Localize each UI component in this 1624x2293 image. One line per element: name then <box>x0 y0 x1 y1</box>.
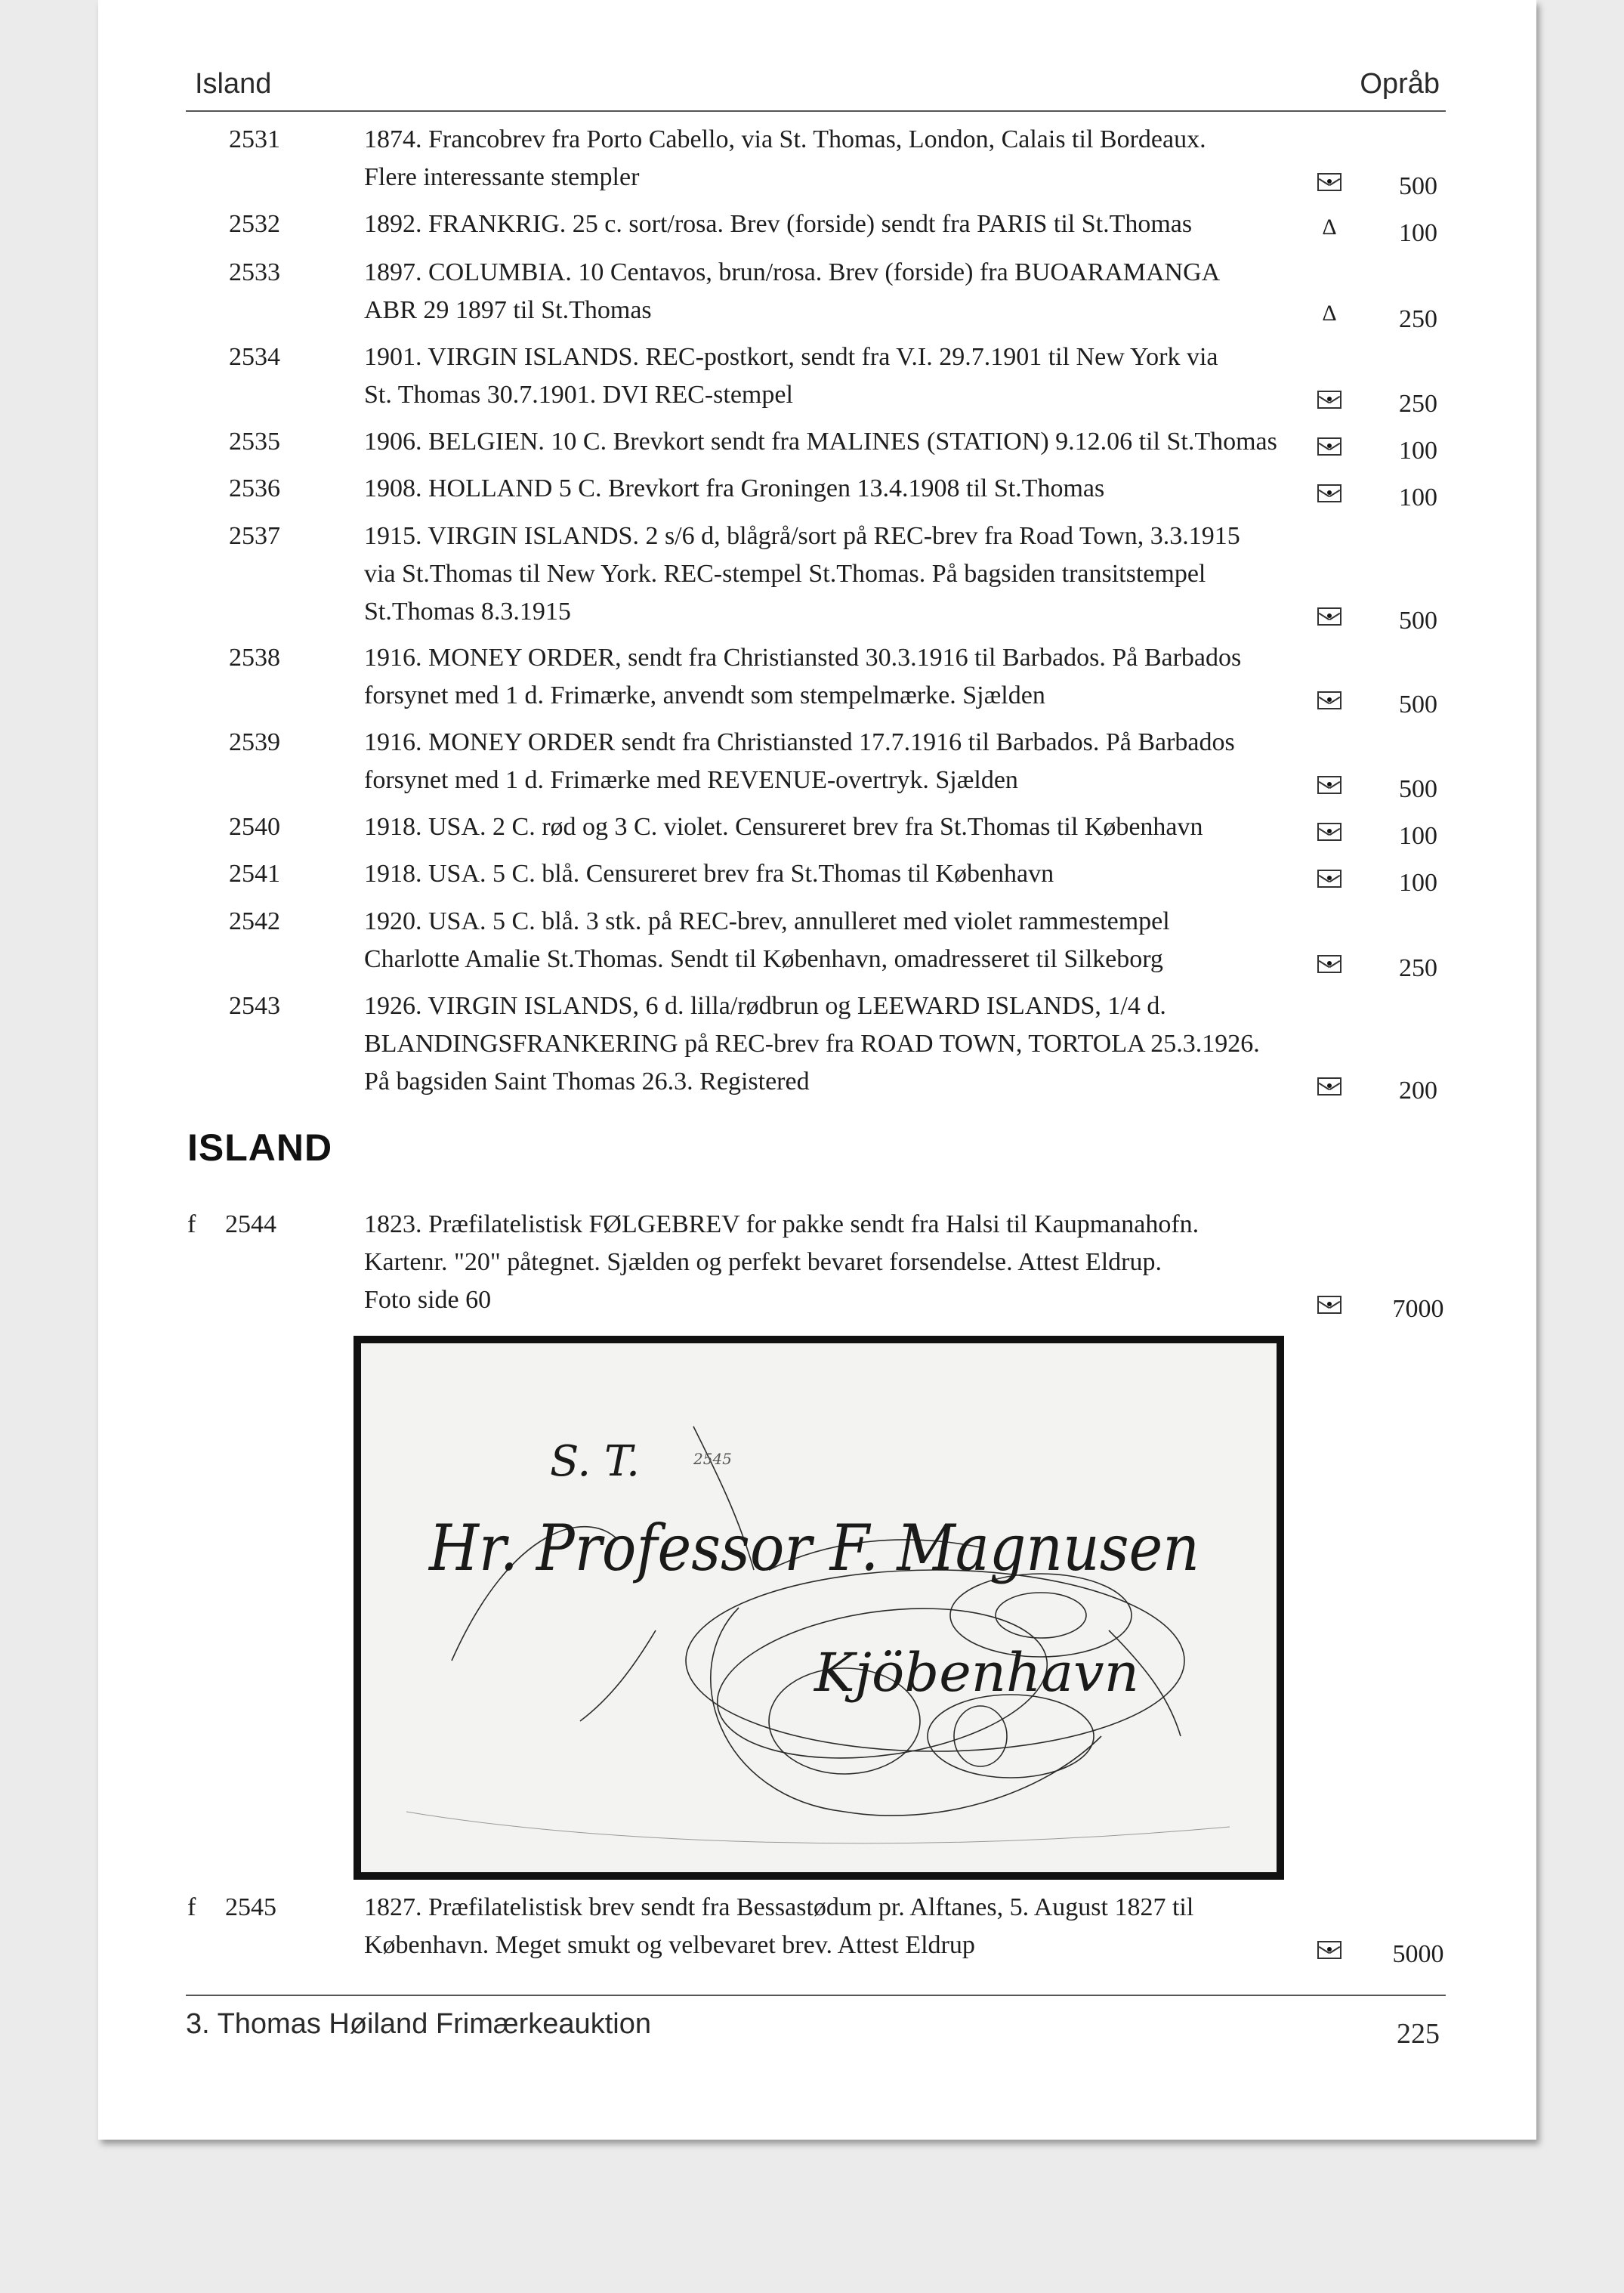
lot-number: 2540 <box>229 813 280 841</box>
lot-description-line: Kartenr. "20" påtegnet. Sjælden og perfekt bevaret forsendelse. Attest Eldrup. <box>364 1248 1162 1276</box>
lot-price: 100 <box>1399 869 1437 897</box>
lot-description <box>364 423 1452 461</box>
catalogue-page <box>98 0 1536 2140</box>
cover-photo <box>354 1336 1284 1880</box>
running-header-right: Opråb <box>1360 68 1440 100</box>
handwritten-cover <box>361 1343 1277 1872</box>
lot-description-line: Flere interessante stempler <box>364 163 640 191</box>
triangle-icon: Δ <box>1322 215 1337 239</box>
lot-description-line: 1823. Præfilatelistisk FØLGEBREV for pakke sendt fra Halsi til Kaupmanahofn. <box>364 1210 1199 1238</box>
lot-description-line: 1915. VIRGIN ISLANDS. 2 s/6 d, blågrå/sort på REC-brev fra Road Town, 3.3.1915 <box>364 522 1240 550</box>
lot-description-line: 1920. USA. 5 C. blå. 3 stk. på REC-brev, annulleret med violet rammestempel <box>364 907 1170 935</box>
page-number: 225 <box>1397 2018 1440 2050</box>
lot-price: 500 <box>1399 172 1437 200</box>
cover-icon <box>1314 426 1345 464</box>
lot-description-line: 1916. MONEY ORDER sendt fra Christiansted 17.7.1916 til Barbados. På Barbados <box>364 728 1235 756</box>
cover-icon <box>1314 1930 1345 1967</box>
lot-price: 100 <box>1399 822 1437 850</box>
lot-description <box>364 639 1452 715</box>
lot-price: 100 <box>1399 484 1437 511</box>
lot-description <box>364 903 1452 978</box>
cover-icon <box>1314 473 1345 511</box>
lot-description <box>364 518 1452 631</box>
lot-number: 2535 <box>229 428 280 456</box>
cover-icon <box>1314 379 1345 417</box>
handwriting-addressee: Hr. Professor F. Magnusen <box>428 1511 1199 1585</box>
lot-description-line: St.Thomas 8.3.1915 <box>364 598 571 626</box>
lot-description-line: Charlotte Amalie St.Thomas. Sendt til København, omadresseret til Silkeborg <box>364 945 1163 973</box>
section-heading: ISLAND <box>187 1126 333 1169</box>
handwriting-city: Kjöbenhavn <box>812 1642 1139 1704</box>
cover-icon <box>1314 944 1345 981</box>
handwriting-lot-note: 2545 <box>693 1450 732 1468</box>
cover-icon <box>1314 1066 1345 1104</box>
lot-number: 2545 <box>225 1893 276 1921</box>
lot-description-line: På bagsiden Saint Thomas 26.3. Registered <box>364 1068 810 1096</box>
footer-publisher: 3. Thomas Høiland Frimærkeauktion <box>186 2008 651 2040</box>
lot-price: 250 <box>1399 305 1437 333</box>
lot-price: 250 <box>1399 954 1437 982</box>
cover-icon <box>1314 765 1345 802</box>
lot-flag: f <box>187 1893 196 1921</box>
lot-number: 2533 <box>229 258 280 286</box>
lot-description-line: 1918. USA. 2 C. rød og 3 C. violet. Censureret brev fra St.Thomas til København <box>364 813 1203 841</box>
footer-rule <box>186 1995 1446 1996</box>
lot-description <box>364 1206 1452 1319</box>
lot-description <box>364 1889 1452 1964</box>
lot-description-line: København. Meget smukt og velbevaret brev. Attest Eldrup <box>364 1931 975 1959</box>
lot-description-line: 1918. USA. 5 C. blå. Censureret brev fra St.Thomas til København <box>364 860 1054 888</box>
lot-description-line: forsynet med 1 d. Frimærke med REVENUE-overtryk. Sjælden <box>364 766 1018 794</box>
lot-description <box>364 987 1452 1101</box>
handwriting-initials: S. T. <box>550 1437 640 1486</box>
lot-description <box>364 724 1452 799</box>
lot-description-line: 1906. BELGIEN. 10 C. Brevkort sendt fra MALINES (STATION) 9.12.06 til St.Thomas <box>364 428 1277 456</box>
lot-description-line: 1926. VIRGIN ISLANDS, 6 d. lilla/rødbrun og LEEWARD ISLANDS, 1/4 d. <box>364 992 1166 1020</box>
cover-icon <box>1314 162 1345 199</box>
triangle-icon: Δ <box>1322 301 1337 326</box>
lot-number: 2536 <box>229 474 280 502</box>
lot-price: 100 <box>1399 437 1437 465</box>
cover-icon <box>1314 680 1345 718</box>
lot-price: 500 <box>1399 607 1437 635</box>
lot-description-line: 1916. MONEY ORDER, sendt fra Christiansted 30.3.1916 til Barbados. På Barbados <box>364 644 1242 672</box>
running-header-left: Island <box>195 68 272 100</box>
cover-icon <box>1314 1284 1345 1322</box>
lot-description-line: Foto side 60 <box>364 1286 492 1314</box>
lot-price: 500 <box>1399 691 1437 718</box>
lot-number: 2539 <box>229 728 280 756</box>
lot-flag: f <box>187 1210 196 1238</box>
lot-price: 500 <box>1399 775 1437 803</box>
lot-description-line: St. Thomas 30.7.1901. DVI REC-stempel <box>364 381 793 409</box>
lot-description <box>364 338 1452 414</box>
lot-description <box>364 808 1452 846</box>
cover-icon <box>1314 858 1345 896</box>
lot-number: 2544 <box>225 1210 276 1238</box>
lot-description <box>364 470 1452 508</box>
lot-number: 2531 <box>229 125 280 153</box>
lot-description-line: 1897. COLUMBIA. 10 Centavos, brun/rosa. Brev (forside) fra BUOARAMANGA <box>364 258 1221 286</box>
lot-number: 2542 <box>229 907 280 935</box>
lot-price: 100 <box>1399 219 1437 247</box>
lot-number: 2534 <box>229 343 280 371</box>
lot-description <box>364 121 1452 196</box>
lot-description-line: ABR 29 1897 til St.Thomas <box>364 296 652 324</box>
cover-photo-image <box>361 1343 1277 1872</box>
lot-description-line: 1908. HOLLAND 5 C. Brevkort fra Groningen 13.4.1908 til St.Thomas <box>364 474 1105 502</box>
lot-price: 250 <box>1399 390 1437 418</box>
cover-icon <box>1314 811 1345 849</box>
lot-description-line: via St.Thomas til New York. REC-stempel St.Thomas. På bagsiden transitstempel <box>364 560 1206 588</box>
lot-number: 2543 <box>229 992 280 1020</box>
lot-number: 2537 <box>229 522 280 550</box>
lot-number: 2532 <box>229 210 280 238</box>
lot-number: 2538 <box>229 644 280 672</box>
lot-description-line: BLANDINGSFRANKERING på REC-brev fra ROAD TOWN, TORTOLA 25.3.1926. <box>364 1030 1260 1058</box>
lot-description-line: 1901. VIRGIN ISLANDS. REC-postkort, sendt fra V.I. 29.7.1901 til New York via <box>364 343 1218 371</box>
lot-description <box>364 855 1452 893</box>
lot-price: 200 <box>1399 1077 1437 1105</box>
lot-price: 5000 <box>1392 1940 1444 1968</box>
lot-description <box>364 254 1452 329</box>
lot-number: 2541 <box>229 860 280 888</box>
header-rule <box>186 110 1446 112</box>
lot-description-line: 1874. Francobrev fra Porto Cabello, via St. Thomas, London, Calais til Bordeaux. <box>364 125 1206 153</box>
cover-icon <box>1314 596 1345 634</box>
lot-description-line: 1827. Præfilatelistisk brev sendt fra Bessastødum pr. Alftanes, 5. August 1827 til <box>364 1893 1194 1921</box>
lot-description <box>364 206 1452 243</box>
lot-description-line: 1892. FRANKRIG. 25 c. sort/rosa. Brev (forside) sendt fra PARIS til St.Thomas <box>364 210 1193 238</box>
lot-description-line: forsynet med 1 d. Frimærke, anvendt som stempelmærke. Sjælden <box>364 681 1045 709</box>
lot-price: 7000 <box>1392 1295 1444 1323</box>
